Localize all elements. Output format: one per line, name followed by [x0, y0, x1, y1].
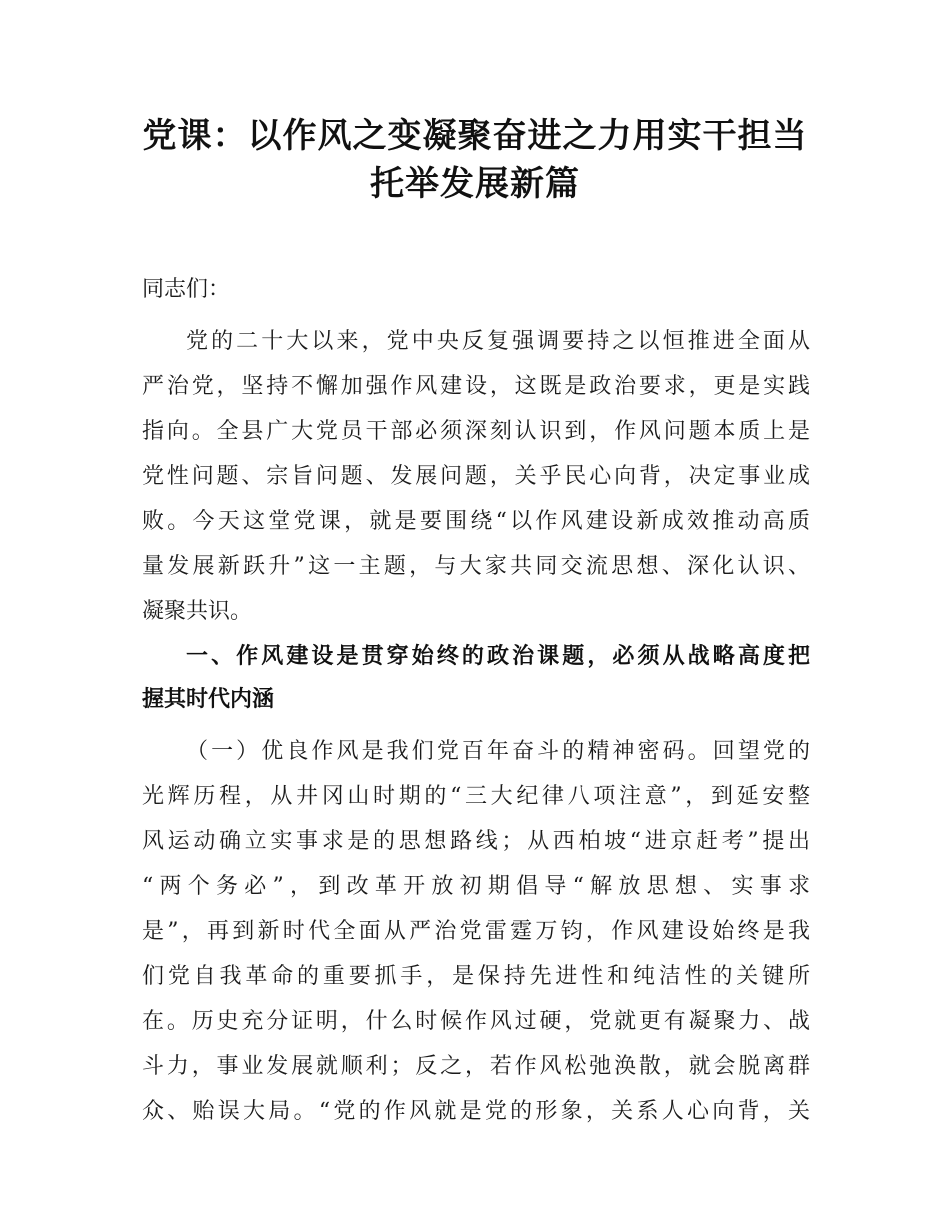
- paragraph-line: 严治党，坚持不懈加强作风建设，这既是政治要求，更是实践: [142, 374, 810, 399]
- paragraph-line: 党性问题、宗旨问题、发展问题，关乎民心向背，决定事业成: [142, 464, 810, 489]
- paragraph-line: “两个务必”，到改革开放初期倡导“解放思想、实事求: [142, 874, 810, 899]
- paragraph-line: 在。历史充分证明，什么时候作风过硬，党就更有凝聚力、战: [142, 1009, 810, 1034]
- paragraph-line: 指向。全县广大党员干部必须深刻认识到，作风问题本质上是: [142, 419, 810, 444]
- paragraph-line: 们党自我革命的重要抓手，是保持先进性和纯洁性的关键所: [142, 964, 810, 989]
- paragraph-line: 党的二十大以来，党中央反复强调要持之以恒推进全面从: [186, 329, 810, 354]
- paragraph-line: 众、贻误大局。“党的作风就是党的形象，关系人心向背，关: [142, 1099, 810, 1124]
- paragraph-line: 凝聚共识。: [142, 599, 253, 624]
- document-title: [140, 112, 810, 208]
- title-line-2: 托举发展新篇: [370, 164, 580, 204]
- section-heading-line: 握其时代内涵: [142, 687, 275, 712]
- paragraph-line: 是”，再到新时代全面从严治党雷霆万钧，作风建设始终是我: [142, 919, 810, 944]
- paragraph-line: 斗力，事业发展就顺利；反之，若作风松弛涣散，就会脱离群: [142, 1054, 810, 1079]
- paragraph-line: 败。今天这堂党课，就是要围绕“以作风建设新成效推动高质: [142, 509, 810, 534]
- section-heading-line: 一、作风建设是贯穿始终的政治课题，必须从战略高度把: [186, 644, 810, 669]
- paragraph-line: （一）优良作风是我们党百年奋斗的精神密码。回望党的: [186, 739, 810, 764]
- title-line-1: 党课：以作风之变凝聚奋进之力用实干担当: [142, 116, 808, 156]
- paragraph-line: 风运动确立实事求是的思想路线；从西柏坡“进京赶考”提出: [142, 829, 810, 854]
- paragraph-line: 量发展新跃升”这一主题，与大家共同交流思想、深化认识、: [142, 554, 810, 579]
- paragraph-line: 光辉历程，从井冈山时期的“三大纪律八项注意”，到延安整: [142, 784, 810, 809]
- salutation: 同志们：: [142, 277, 231, 302]
